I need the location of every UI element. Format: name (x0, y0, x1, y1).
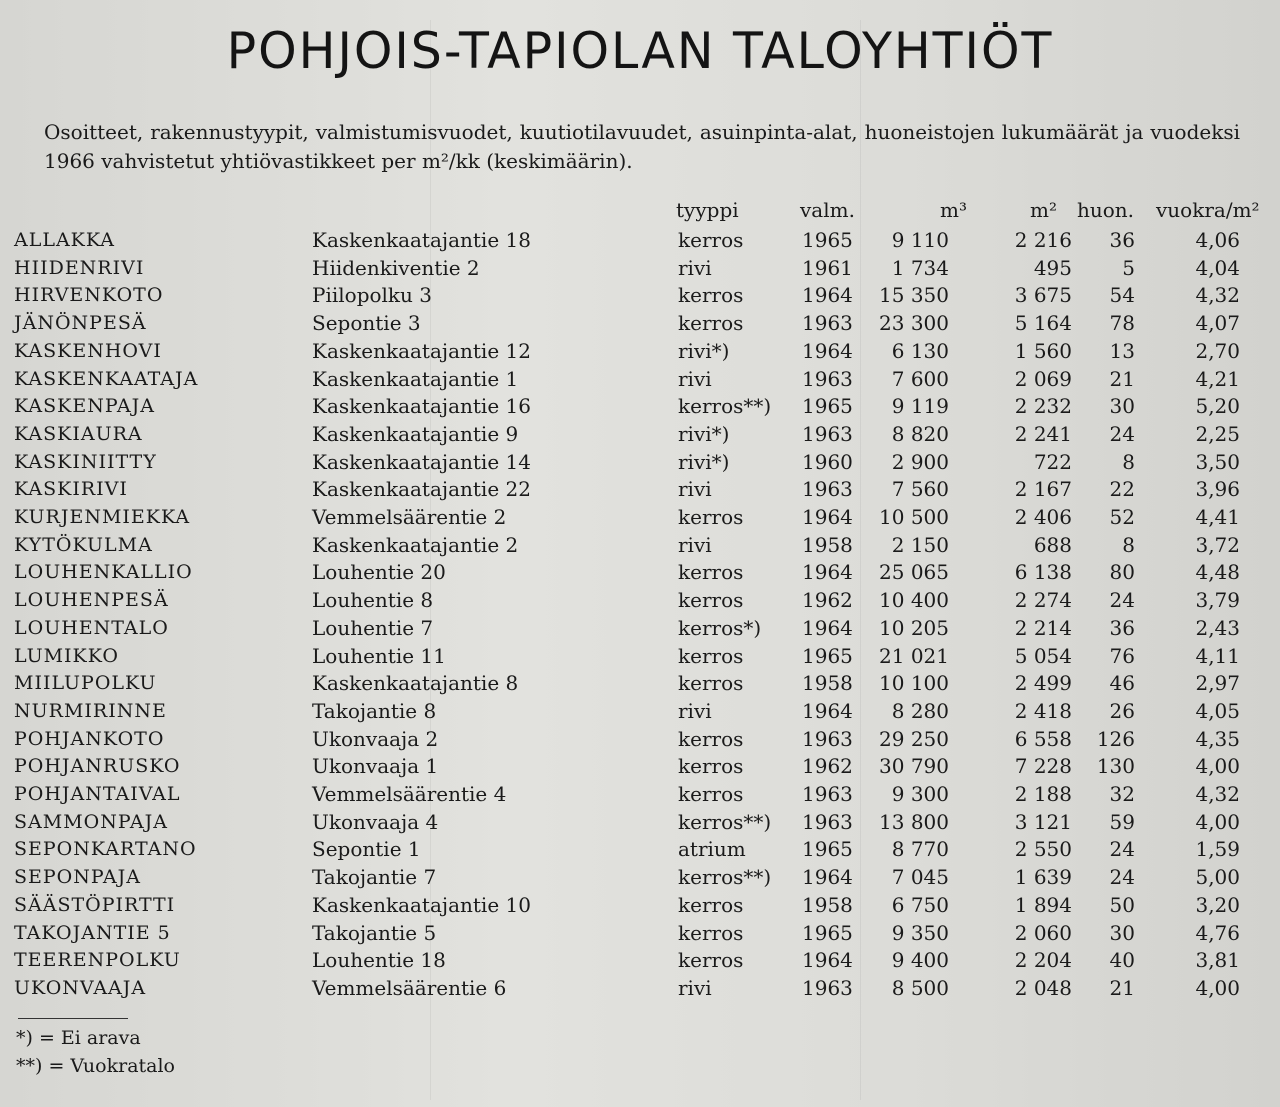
row-rooms: 46 (1109, 671, 1135, 696)
row-area: 2 418 (1014, 698, 1072, 723)
row-address: Takojantie 5 (312, 920, 437, 945)
row-rooms: 24 (1109, 421, 1135, 446)
row-address: Kaskenkaatajantie 2 (312, 532, 519, 557)
row-name: KASKIAURA (14, 422, 143, 445)
row-name: KASKIRIVI (14, 478, 128, 501)
row-type: kerros**) (678, 394, 772, 419)
row-rent: 2,70 (1195, 338, 1240, 363)
row-area: 2 167 (1014, 477, 1072, 502)
row-address: Kaskenkaatajantie 12 (312, 338, 531, 363)
row-address: Takojantie 8 (312, 698, 437, 723)
row-area: 2 204 (1014, 948, 1072, 973)
table-row (0, 835, 1280, 863)
row-address: Louhentie 20 (312, 560, 446, 585)
row-year: 1964 (802, 698, 853, 723)
row-volume: 21 021 (879, 643, 949, 668)
row-year: 1963 (802, 782, 853, 806)
row-rooms: 36 (1109, 228, 1135, 252)
row-address: Takojantie 7 (312, 865, 437, 890)
row-type: kerros (678, 228, 744, 252)
row-area: 2 060 (1014, 920, 1072, 945)
page-title: POHJOIS-TAPIOLAN TALOYHTIÖT (226, 22, 1054, 80)
row-rent: 3,81 (1195, 948, 1240, 973)
row-volume: 10 400 (879, 588, 949, 613)
row-rent: 2,43 (1195, 615, 1240, 640)
row-area: 2 069 (1014, 366, 1072, 391)
row-year: 1958 (802, 671, 853, 696)
row-area: 2 188 (1014, 782, 1072, 806)
header-type: tyyppi (676, 198, 739, 222)
row-address: Louhentie 11 (312, 643, 446, 668)
row-name: POHJANKOTO (14, 727, 165, 750)
row-area: 2 048 (1014, 975, 1072, 1000)
row-area: 3 121 (1014, 809, 1072, 834)
row-rooms: 59 (1109, 809, 1135, 834)
row-rent: 4,11 (1195, 643, 1240, 668)
row-name: LUMIKKO (14, 644, 120, 667)
row-type: kerros (678, 588, 744, 613)
row-address: Sepontie 3 (312, 311, 421, 336)
row-name: TAKOJANTIE 5 (14, 921, 171, 944)
row-address: Hiidenkiventie 2 (312, 255, 480, 280)
row-name: KASKENKAATAJA (14, 367, 199, 390)
row-type: rivi (678, 477, 712, 502)
row-volume: 7 560 (891, 477, 949, 502)
table-row (0, 669, 1280, 697)
row-area: 722 (1033, 449, 1072, 474)
row-volume: 8 500 (891, 975, 949, 1000)
row-year: 1964 (802, 505, 853, 529)
table-row (0, 365, 1280, 393)
row-rent: 3,50 (1195, 449, 1240, 474)
row-year: 1965 (802, 837, 853, 862)
row-name: MIILUPOLKU (14, 672, 157, 695)
row-year: 1965 (802, 228, 853, 252)
row-rooms: 21 (1109, 366, 1135, 391)
row-type: kerros (678, 920, 744, 945)
row-address: Ukonvaaja 4 (312, 809, 439, 834)
row-address: Piilopolku 3 (312, 283, 433, 308)
row-area: 5 164 (1014, 311, 1072, 336)
row-rent: 4,00 (1195, 809, 1240, 834)
row-volume: 6 130 (891, 338, 949, 363)
row-year: 1962 (802, 754, 853, 779)
table-row (0, 697, 1280, 725)
table-row (0, 254, 1280, 282)
row-rent: 3,79 (1195, 588, 1240, 613)
row-area: 6 558 (1014, 726, 1072, 751)
row-year: 1963 (802, 809, 853, 834)
row-type: kerros**) (678, 865, 772, 890)
row-volume: 9 300 (891, 782, 949, 806)
row-rooms: 5 (1122, 255, 1135, 280)
row-rent: 4,76 (1195, 920, 1240, 945)
row-name: LOUHENKALLIO (14, 561, 193, 584)
row-rent: 4,04 (1195, 255, 1240, 280)
footnote-rental: **) = Vuokratalo (16, 1055, 175, 1077)
row-rent: 3,20 (1195, 892, 1240, 917)
row-name: KYTÖKULMA (14, 533, 153, 556)
row-volume: 1 734 (891, 255, 949, 280)
row-name: KASKENHOVI (14, 339, 162, 362)
row-year: 1965 (802, 643, 853, 668)
row-year: 1961 (802, 255, 853, 280)
row-rent: 4,21 (1195, 366, 1240, 391)
row-type: kerros (678, 671, 744, 696)
table-row (0, 531, 1280, 559)
row-name: KASKENPAJA (14, 395, 155, 418)
row-name: HIIDENRIVI (14, 256, 145, 279)
row-volume: 8 280 (891, 698, 949, 723)
row-address: Vemmelsäärentie 4 (312, 782, 507, 806)
row-year: 1963 (802, 477, 853, 502)
row-name: TEERENPOLKU (14, 949, 181, 972)
row-rooms: 24 (1109, 865, 1135, 890)
row-rooms: 8 (1122, 449, 1135, 474)
row-type: kerros (678, 643, 744, 668)
row-area: 688 (1033, 532, 1072, 557)
row-rent: 4,48 (1195, 560, 1240, 585)
row-rooms: 30 (1109, 394, 1135, 419)
row-rooms: 24 (1109, 588, 1135, 613)
row-rooms: 30 (1109, 920, 1135, 945)
row-year: 1963 (802, 421, 853, 446)
row-year: 1965 (802, 920, 853, 945)
row-volume: 9 400 (891, 948, 949, 973)
row-rent: 4,05 (1195, 698, 1240, 723)
table-row (0, 614, 1280, 642)
intro-paragraph: Osoitteet, rakennustyypit, valmistumisvuodet, kuutiotilavuudet, asuinpinta-alat, huoneistojen lukumäärät ja vuodeksi 1966 vahvistetut yhtiövastikkeet per m²/kk (keskimäärin). (44, 120, 1240, 173)
row-area: 2 216 (1014, 228, 1072, 252)
table-row (0, 725, 1280, 753)
header-year: valm. (800, 198, 855, 222)
table-row (0, 503, 1280, 531)
row-type: rivi (678, 975, 712, 1000)
row-rooms: 21 (1109, 975, 1135, 1000)
row-type: kerros (678, 948, 744, 973)
row-rent: 4,32 (1195, 283, 1240, 308)
row-rooms: 78 (1109, 311, 1135, 336)
row-name: SEPONKARTANO (14, 838, 197, 861)
row-rent: 3,72 (1195, 532, 1240, 557)
row-name: SÄÄSTÖPIRTTI (14, 893, 176, 916)
row-area: 2 550 (1014, 837, 1072, 862)
table-row (0, 808, 1280, 836)
row-year: 1964 (802, 615, 853, 640)
row-address: Kaskenkaatajantie 14 (312, 449, 531, 474)
row-rooms: 76 (1109, 643, 1135, 668)
row-rooms: 13 (1109, 338, 1135, 363)
row-type: rivi (678, 532, 712, 557)
header-rent: vuokra/m² (1156, 198, 1260, 222)
row-volume: 23 300 (879, 311, 949, 336)
row-type: kerros (678, 782, 744, 806)
row-rooms: 36 (1109, 615, 1135, 640)
row-volume: 2 150 (891, 532, 949, 557)
row-address: Sepontie 1 (312, 837, 421, 862)
footnote-not-arava: *) = Ei arava (16, 1027, 141, 1049)
row-area: 5 054 (1014, 643, 1072, 668)
table-row (0, 752, 1280, 780)
row-year: 1965 (802, 394, 853, 419)
row-name: UKONVAAJA (14, 976, 147, 999)
row-area: 2 232 (1014, 394, 1072, 419)
row-name: LOUHENTALO (14, 616, 169, 639)
row-volume: 7 045 (891, 865, 949, 890)
row-area: 2 241 (1014, 421, 1072, 446)
table-row (0, 863, 1280, 891)
table-row (0, 337, 1280, 365)
row-address: Kaskenkaatajantie 16 (312, 394, 531, 419)
row-rent: 1,59 (1195, 837, 1240, 862)
row-area: 6 138 (1014, 560, 1072, 585)
row-type: kerros (678, 505, 744, 529)
row-year: 1964 (802, 948, 853, 973)
table-row (0, 586, 1280, 614)
row-year: 1960 (802, 449, 853, 474)
row-volume: 9 110 (891, 228, 949, 252)
row-rent: 4,41 (1195, 505, 1240, 529)
row-rent: 5,00 (1195, 865, 1240, 890)
table-row (0, 392, 1280, 420)
row-volume: 15 350 (879, 283, 949, 308)
row-type: rivi (678, 698, 712, 723)
row-name: POHJANRUSKO (14, 755, 181, 778)
row-type: rivi*) (678, 449, 730, 474)
row-rooms: 52 (1109, 505, 1135, 529)
table-row (0, 780, 1280, 808)
row-rooms: 26 (1109, 698, 1135, 723)
row-rooms: 130 (1096, 754, 1135, 779)
row-area: 2 499 (1014, 671, 1072, 696)
row-volume: 10 205 (879, 615, 949, 640)
header-m2: m² (1030, 198, 1057, 222)
row-rent: 2,97 (1195, 671, 1240, 696)
row-area: 2 214 (1014, 615, 1072, 640)
row-volume: 9 350 (891, 920, 949, 945)
row-address: Louhentie 18 (312, 948, 446, 973)
row-name: JÄNÖNPESÄ (14, 312, 147, 335)
row-year: 1963 (802, 726, 853, 751)
row-year: 1962 (802, 588, 853, 613)
row-type: rivi (678, 255, 712, 280)
row-rent: 3,96 (1195, 477, 1240, 502)
row-address: Kaskenkaatajantie 22 (312, 477, 531, 502)
table-row (0, 475, 1280, 503)
footnote-rule (18, 1018, 128, 1019)
row-year: 1958 (802, 892, 853, 917)
row-type: kerros (678, 726, 744, 751)
header-m3: m³ (940, 198, 967, 222)
row-address: Ukonvaaja 2 (312, 726, 439, 751)
row-rooms: 22 (1109, 477, 1135, 502)
row-area: 2 274 (1014, 588, 1072, 613)
row-rent: 4,06 (1195, 228, 1240, 252)
row-name: HIRVENKOTO (14, 284, 164, 307)
row-type: rivi (678, 366, 712, 391)
row-year: 1964 (802, 283, 853, 308)
table-row (0, 919, 1280, 947)
row-rent: 4,32 (1195, 782, 1240, 806)
row-type: kerros*) (678, 615, 762, 640)
row-year: 1964 (802, 865, 853, 890)
row-name: KURJENMIEKKA (14, 506, 191, 528)
row-type: kerros (678, 311, 744, 336)
row-area: 2 406 (1014, 505, 1072, 529)
row-rooms: 50 (1109, 892, 1135, 917)
table-row (0, 281, 1280, 309)
row-volume: 2 900 (891, 449, 949, 474)
row-name: SAMMONPAJA (14, 810, 168, 833)
table-row (0, 974, 1280, 1002)
row-area: 3 675 (1014, 283, 1072, 308)
row-area: 7 228 (1014, 754, 1072, 779)
row-name: SEPONPAJA (14, 866, 141, 889)
row-address: Vemmelsäärentie 6 (312, 975, 507, 1000)
row-address: Ukonvaaja 1 (312, 754, 439, 779)
row-volume: 10 100 (879, 671, 949, 696)
row-address: Kaskenkaatajantie 10 (312, 892, 531, 917)
row-name: KASKINIITTY (14, 450, 157, 473)
table-row (0, 946, 1280, 974)
row-rooms: 24 (1109, 837, 1135, 862)
table-row (0, 309, 1280, 337)
row-year: 1963 (802, 311, 853, 336)
row-name: LOUHENPESÄ (14, 589, 169, 612)
row-type: kerros**) (678, 809, 772, 834)
row-address: Vemmelsäärentie 2 (312, 505, 507, 529)
row-name: POHJANTAIVAL (14, 783, 181, 805)
row-volume: 8 770 (891, 837, 949, 862)
header-rooms: huon. (1077, 198, 1135, 222)
row-volume: 30 790 (879, 754, 949, 779)
table-row (0, 642, 1280, 670)
row-volume: 13 800 (879, 809, 949, 834)
row-type: kerros (678, 892, 744, 917)
row-year: 1963 (802, 975, 853, 1000)
row-address: Kaskenkaatajantie 9 (312, 421, 519, 446)
row-year: 1963 (802, 366, 853, 391)
row-name: ALLAKKA (14, 229, 116, 251)
row-volume: 6 750 (891, 892, 949, 917)
row-volume: 7 600 (891, 366, 949, 391)
row-rooms: 32 (1109, 782, 1135, 806)
row-area: 1 639 (1014, 865, 1072, 890)
row-rent: 2,25 (1195, 421, 1240, 446)
row-volume: 8 820 (891, 421, 949, 446)
table-row (0, 448, 1280, 476)
row-area: 1 894 (1014, 892, 1072, 917)
row-rooms: 126 (1096, 726, 1135, 751)
row-year: 1964 (802, 560, 853, 585)
row-address: Kaskenkaatajantie 8 (312, 671, 519, 696)
row-type: kerros (678, 754, 744, 779)
row-rooms: 40 (1109, 948, 1135, 973)
row-area: 1 560 (1014, 338, 1072, 363)
row-type: rivi*) (678, 421, 730, 446)
row-name: NURMIRINNE (14, 699, 167, 722)
row-rooms: 80 (1109, 560, 1135, 585)
row-rooms: 8 (1122, 532, 1135, 557)
row-year: 1964 (802, 338, 853, 363)
row-rent: 5,20 (1195, 394, 1240, 419)
row-type: rivi*) (678, 338, 730, 363)
row-area: 495 (1033, 255, 1072, 280)
row-rent: 4,07 (1195, 311, 1240, 336)
table-row (0, 226, 1280, 254)
table-row (0, 891, 1280, 919)
row-rooms: 54 (1109, 283, 1135, 308)
row-volume: 25 065 (879, 560, 949, 585)
table-row (0, 420, 1280, 448)
row-rent: 4,00 (1195, 975, 1240, 1000)
row-type: atrium (678, 837, 746, 862)
row-rent: 4,35 (1195, 726, 1240, 751)
row-volume: 29 250 (879, 726, 949, 751)
row-volume: 10 500 (879, 505, 949, 529)
row-address: Louhentie 8 (312, 588, 434, 613)
row-type: kerros (678, 283, 744, 308)
row-address: Kaskenkaatajantie 1 (312, 366, 519, 391)
row-address: Kaskenkaatajantie 18 (312, 228, 531, 252)
row-year: 1958 (802, 532, 853, 557)
row-volume: 9 119 (891, 394, 949, 419)
table-row (0, 558, 1280, 586)
row-type: kerros (678, 560, 744, 585)
row-address: Louhentie 7 (312, 615, 434, 640)
row-rent: 4,00 (1195, 754, 1240, 779)
